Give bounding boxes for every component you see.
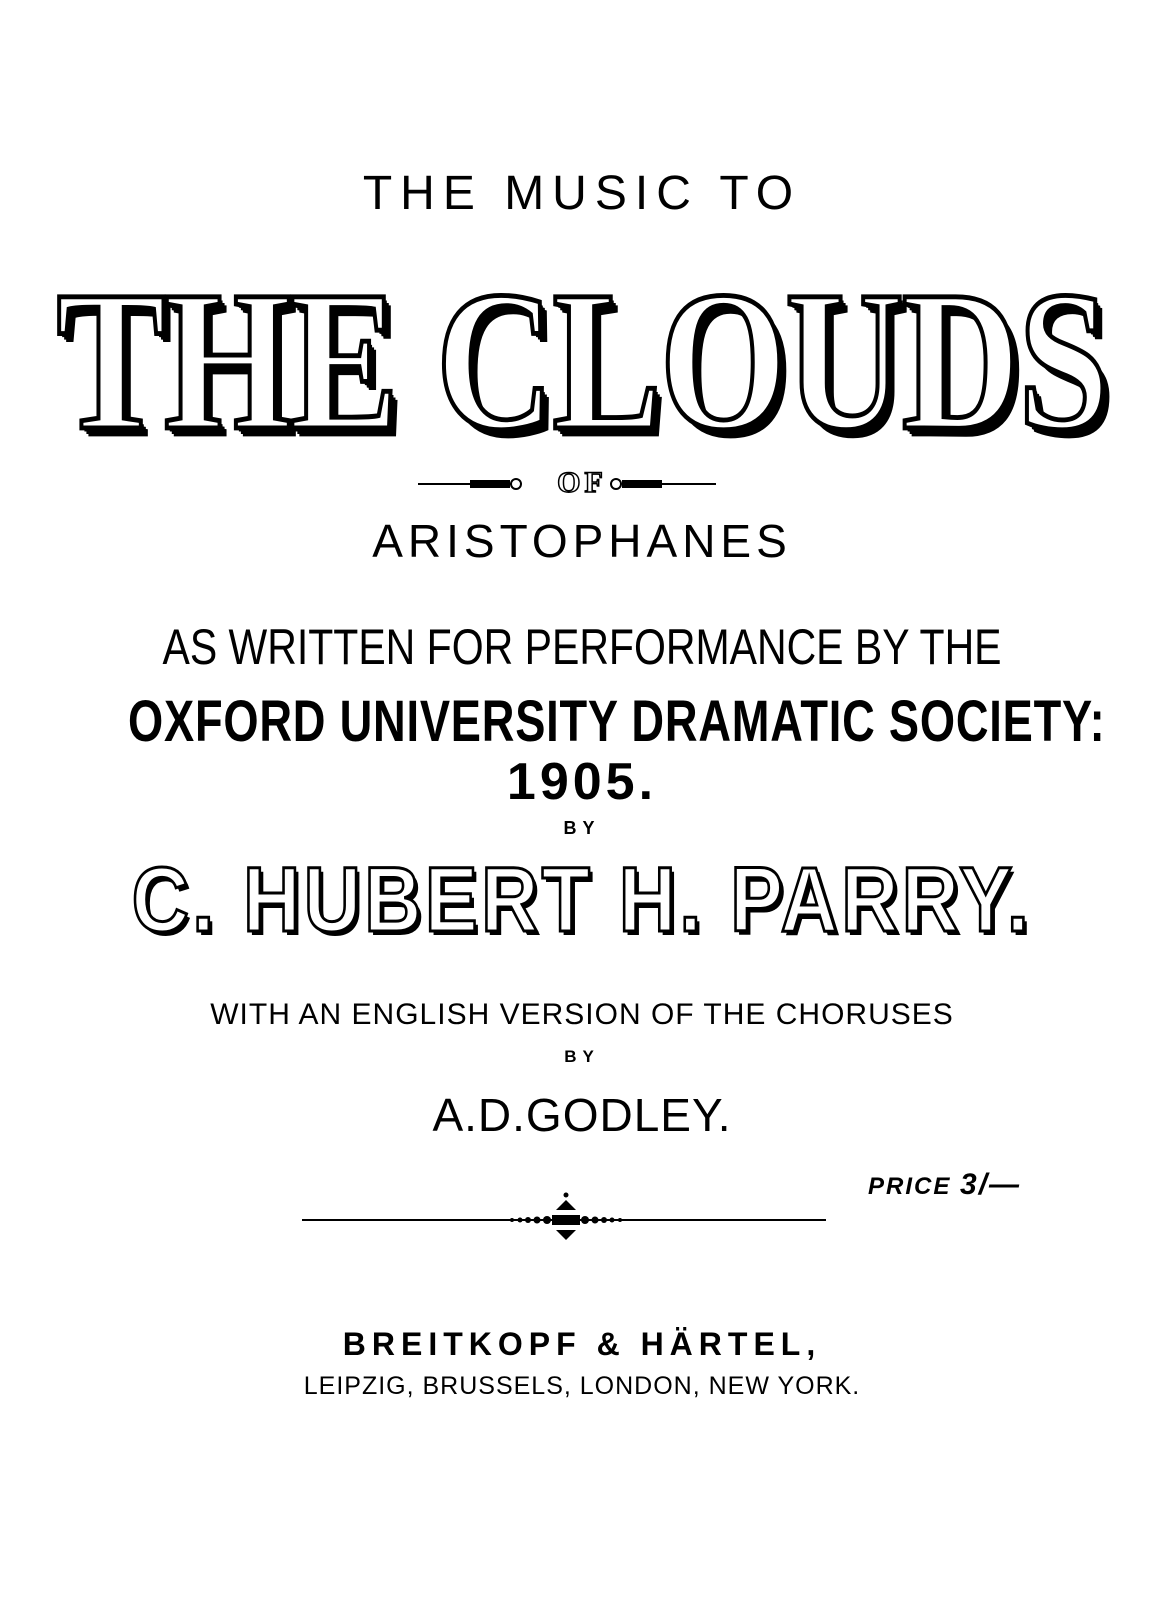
- publisher-name: BREITKOPF & HÄRTEL,: [342, 1326, 822, 1362]
- performance-line: AS WRITTEN FOR PERFORMANCE BY THE: [162, 619, 1002, 675]
- by-label-translator: BY: [564, 1047, 600, 1066]
- by-label-composer: BY: [563, 818, 601, 838]
- price-label: PRICE: [868, 1173, 952, 1200]
- composer-name: C. HUBERT H. PARRY.: [131, 849, 1033, 951]
- author-name: ARISTOPHANES: [372, 515, 792, 567]
- price-tag: [868, 1168, 1021, 1202]
- translator-name: A.D.GODLEY.: [432, 1089, 732, 1141]
- intro-line: THE MUSIC TO: [362, 167, 802, 220]
- year: 1905.: [506, 753, 658, 811]
- of-word: OF: [557, 466, 607, 499]
- publisher-cities: LEIPZIG, BRUSSELS, LONDON, NEW YORK.: [303, 1372, 861, 1400]
- price-value: 3/—: [960, 1168, 1022, 1201]
- title-block: [0, 250, 1164, 472]
- main-title: THE CLOUDS: [56, 250, 1108, 472]
- of-ornament-row: [0, 466, 1164, 502]
- society-name: OXFORD UNIVERSITY DRAMATIC SOCIETY:: [128, 689, 1106, 754]
- english-version-line: WITH AN ENGLISH VERSION OF THE CHORUSES: [210, 998, 954, 1031]
